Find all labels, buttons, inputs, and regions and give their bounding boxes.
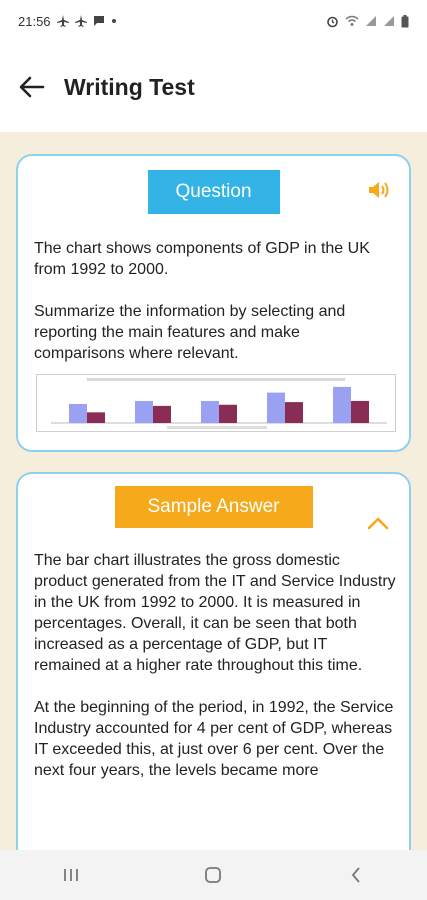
sample-answer-text xyxy=(34,550,396,781)
status-time: 21:56 xyxy=(18,13,51,29)
answer-paragraph: The bar chart illustrates the gross domestic product generated from the IT and Service Industry in the UK from 1992 to 2000. It is measured in percentages. Overall, it can be seen that both increased as a percentage of GDP, but IT remained at a higher rate throughout this time. xyxy=(34,552,396,674)
question-text xyxy=(34,238,394,364)
thumb-title-strip xyxy=(87,378,345,381)
thumb-bar-b xyxy=(351,401,369,423)
question-card xyxy=(16,154,411,452)
thumb-bar-b xyxy=(153,406,171,423)
thumb-bar-a xyxy=(267,393,285,423)
status-right xyxy=(326,15,409,28)
airplane-icon xyxy=(57,15,69,27)
recent-apps-icon xyxy=(62,867,80,883)
status-bar xyxy=(0,0,427,42)
thumb-bar-a xyxy=(135,401,153,423)
system-nav-bar xyxy=(0,850,427,900)
thumb-legend-strip xyxy=(167,426,267,429)
alarm-icon xyxy=(326,15,339,28)
home-icon xyxy=(204,866,222,884)
dot-icon xyxy=(111,18,117,24)
speaker-icon[interactable] xyxy=(367,180,391,200)
thumb-bar-a xyxy=(69,404,87,423)
message-icon xyxy=(93,15,105,27)
wifi-icon xyxy=(345,15,359,27)
sample-answer-label: Sample Answer xyxy=(115,486,313,528)
thumb-bar-b xyxy=(87,412,105,423)
thumb-bar-a xyxy=(333,387,351,423)
airplane-icon xyxy=(75,15,87,27)
question-paragraph: Summarize the information by selecting and reporting the main features and make comparisons where relevant. xyxy=(34,303,346,362)
home-button[interactable] xyxy=(193,855,233,895)
sample-answer-card xyxy=(16,472,411,850)
thumb-bar-b xyxy=(219,405,237,423)
thumb-bars xyxy=(69,387,369,423)
chart-thumbnail-image xyxy=(37,375,395,431)
answer-paragraph: At the beginning of the period, in 1992, the Service Industry accounted for 4 per cent of GDP, whereas IT exceeded this, at just over 6 per cent. Over the next four years, the levels became more xyxy=(34,699,394,779)
app-bar xyxy=(0,42,427,132)
back-button[interactable] xyxy=(336,855,376,895)
back-arrow-icon[interactable] xyxy=(18,73,46,101)
signal-icon xyxy=(383,15,395,27)
signal-icon xyxy=(365,15,377,27)
thumb-bar-a xyxy=(201,401,219,423)
status-left xyxy=(18,14,117,29)
question-label: Question xyxy=(148,170,280,214)
chevron-up-icon[interactable] xyxy=(367,516,389,530)
recent-apps-button[interactable] xyxy=(51,855,91,895)
question-paragraph: The chart shows components of GDP in the UK from 1992 to 2000. xyxy=(34,240,370,278)
chart-thumbnail[interactable] xyxy=(36,374,396,432)
page-title: Writing Test xyxy=(64,73,195,100)
battery-icon xyxy=(401,15,409,28)
thumb-bar-b xyxy=(285,402,303,423)
back-icon xyxy=(350,866,362,884)
content-area[interactable] xyxy=(0,132,427,850)
